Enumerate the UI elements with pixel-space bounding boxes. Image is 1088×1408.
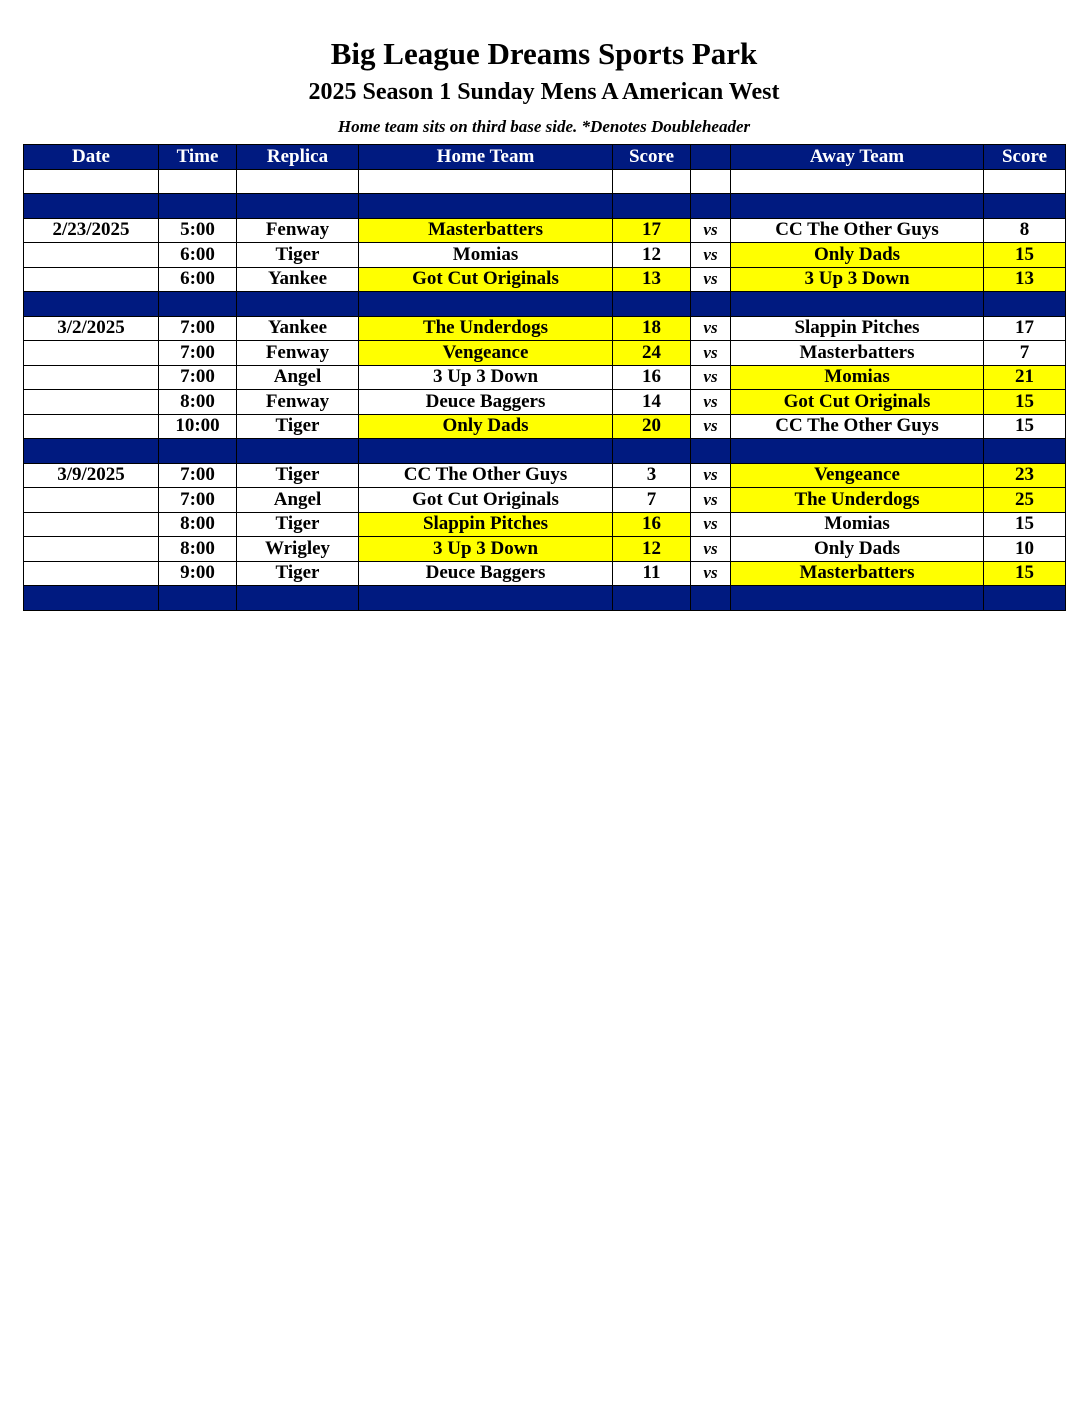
col-header-vs	[691, 145, 731, 170]
cell-replica: Fenway	[237, 341, 359, 366]
divider-cell	[984, 194, 1066, 219]
cell-away: Masterbatters	[731, 561, 984, 586]
cell-vs: vs	[691, 243, 731, 268]
cell-replica: Tiger	[237, 243, 359, 268]
divider-cell	[691, 439, 731, 464]
section-divider-row	[24, 586, 1066, 611]
cell-replica: Tiger	[237, 414, 359, 439]
cell-away-score: 15	[984, 561, 1066, 586]
cell-home: 3 Up 3 Down	[359, 365, 613, 390]
cell-home: Deuce Baggers	[359, 561, 613, 586]
blank-cell	[613, 169, 691, 194]
cell-date	[24, 488, 159, 513]
divider-cell	[24, 439, 159, 464]
blank-cell	[359, 169, 613, 194]
cell-away-score: 15	[984, 512, 1066, 537]
divider-cell	[237, 292, 359, 317]
blank-cell	[24, 169, 159, 194]
divider-cell	[613, 292, 691, 317]
cell-away: The Underdogs	[731, 488, 984, 513]
cell-away: Momias	[731, 365, 984, 390]
col-header-date: Date	[24, 145, 159, 170]
divider-cell	[731, 586, 984, 611]
cell-home: Only Dads	[359, 414, 613, 439]
divider-cell	[613, 194, 691, 219]
section-divider-row	[24, 292, 1066, 317]
divider-cell	[24, 292, 159, 317]
cell-home: Deuce Baggers	[359, 390, 613, 415]
cell-time: 8:00	[159, 512, 237, 537]
cell-date: 2/23/2025	[24, 218, 159, 243]
cell-away-score: 8	[984, 218, 1066, 243]
cell-vs: vs	[691, 218, 731, 243]
cell-home: Vengeance	[359, 341, 613, 366]
cell-time: 6:00	[159, 243, 237, 268]
cell-home-score: 13	[613, 267, 691, 292]
cell-date	[24, 243, 159, 268]
divider-cell	[731, 194, 984, 219]
cell-vs: vs	[691, 512, 731, 537]
col-header-replica: Replica	[237, 145, 359, 170]
divider-cell	[359, 586, 613, 611]
cell-away-score: 7	[984, 341, 1066, 366]
cell-replica: Wrigley	[237, 537, 359, 562]
cell-vs: vs	[691, 488, 731, 513]
divider-cell	[237, 439, 359, 464]
divider-cell	[159, 292, 237, 317]
section-divider-row	[24, 194, 1066, 219]
cell-replica: Angel	[237, 488, 359, 513]
col-header-home-team: Home Team	[359, 145, 613, 170]
divider-cell	[359, 439, 613, 464]
cell-away: Masterbatters	[731, 341, 984, 366]
cell-home: Masterbatters	[359, 218, 613, 243]
cell-home: 3 Up 3 Down	[359, 537, 613, 562]
cell-away-score: 17	[984, 316, 1066, 341]
game-row	[24, 414, 1066, 439]
cell-time: 8:00	[159, 537, 237, 562]
game-row	[24, 341, 1066, 366]
cell-time: 8:00	[159, 390, 237, 415]
cell-date	[24, 414, 159, 439]
cell-replica: Tiger	[237, 561, 359, 586]
cell-vs: vs	[691, 267, 731, 292]
divider-cell	[359, 194, 613, 219]
cell-replica: Angel	[237, 365, 359, 390]
blank-cell	[691, 169, 731, 194]
cell-home-score: 17	[613, 218, 691, 243]
cell-vs: vs	[691, 414, 731, 439]
cell-vs: vs	[691, 390, 731, 415]
cell-vs: vs	[691, 463, 731, 488]
game-row	[24, 512, 1066, 537]
cell-home-score: 16	[613, 365, 691, 390]
cell-replica: Tiger	[237, 463, 359, 488]
cell-replica: Yankee	[237, 267, 359, 292]
cell-home: Got Cut Originals	[359, 267, 613, 292]
cell-date	[24, 537, 159, 562]
col-header-time: Time	[159, 145, 237, 170]
divider-cell	[613, 586, 691, 611]
cell-away: 3 Up 3 Down	[731, 267, 984, 292]
cell-date: 3/2/2025	[24, 316, 159, 341]
game-row	[24, 561, 1066, 586]
cell-time: 7:00	[159, 316, 237, 341]
cell-home-score: 12	[613, 537, 691, 562]
cell-vs: vs	[691, 561, 731, 586]
cell-away-score: 15	[984, 243, 1066, 268]
cell-replica: Fenway	[237, 218, 359, 243]
game-row	[24, 365, 1066, 390]
cell-home: Got Cut Originals	[359, 488, 613, 513]
blank-cell	[159, 169, 237, 194]
cell-home-score: 3	[613, 463, 691, 488]
cell-away-score: 13	[984, 267, 1066, 292]
table-header-row	[24, 145, 1066, 170]
col-header-home-score: Score	[613, 145, 691, 170]
cell-home-score: 7	[613, 488, 691, 513]
cell-away: Slappin Pitches	[731, 316, 984, 341]
page-subtitle: 2025 Season 1 Sunday Mens A American West	[308, 79, 780, 105]
cell-time: 10:00	[159, 414, 237, 439]
game-row	[24, 463, 1066, 488]
divider-cell	[24, 194, 159, 219]
game-row	[24, 390, 1066, 415]
divider-cell	[159, 586, 237, 611]
cell-home-score: 12	[613, 243, 691, 268]
game-row	[24, 267, 1066, 292]
schedule-table	[23, 144, 1066, 611]
cell-replica: Tiger	[237, 512, 359, 537]
divider-cell	[24, 586, 159, 611]
cell-date	[24, 267, 159, 292]
cell-date	[24, 390, 159, 415]
cell-home-score: 14	[613, 390, 691, 415]
schedule-note: Home team sits on third base side. *Denotes Doubleheader	[337, 117, 751, 136]
game-row	[24, 537, 1066, 562]
cell-home-score: 11	[613, 561, 691, 586]
cell-home: Slappin Pitches	[359, 512, 613, 537]
cell-time: 5:00	[159, 218, 237, 243]
cell-away: Vengeance	[731, 463, 984, 488]
cell-time: 7:00	[159, 365, 237, 390]
game-row	[24, 243, 1066, 268]
divider-cell	[359, 292, 613, 317]
cell-replica: Yankee	[237, 316, 359, 341]
cell-home: CC The Other Guys	[359, 463, 613, 488]
cell-time: 9:00	[159, 561, 237, 586]
cell-away: Momias	[731, 512, 984, 537]
divider-cell	[984, 439, 1066, 464]
divider-cell	[691, 292, 731, 317]
cell-date	[24, 512, 159, 537]
cell-home: The Underdogs	[359, 316, 613, 341]
divider-cell	[159, 439, 237, 464]
cell-away-score: 15	[984, 390, 1066, 415]
col-header-away-team: Away Team	[731, 145, 984, 170]
cell-vs: vs	[691, 537, 731, 562]
cell-time: 7:00	[159, 341, 237, 366]
cell-away: Got Cut Originals	[731, 390, 984, 415]
cell-date	[24, 561, 159, 586]
cell-away: Only Dads	[731, 243, 984, 268]
cell-away: CC The Other Guys	[731, 218, 984, 243]
divider-cell	[237, 586, 359, 611]
blank-cell	[984, 169, 1066, 194]
cell-home: Momias	[359, 243, 613, 268]
cell-time: 7:00	[159, 488, 237, 513]
divider-cell	[237, 194, 359, 219]
divider-cell	[691, 194, 731, 219]
cell-away-score: 23	[984, 463, 1066, 488]
schedule-body	[24, 169, 1066, 610]
blank-cell	[237, 169, 359, 194]
blank-row	[24, 169, 1066, 194]
divider-cell	[159, 194, 237, 219]
cell-time: 6:00	[159, 267, 237, 292]
cell-replica: Fenway	[237, 390, 359, 415]
col-header-away-score: Score	[984, 145, 1066, 170]
game-row	[24, 218, 1066, 243]
cell-away-score: 15	[984, 414, 1066, 439]
game-row	[24, 488, 1066, 513]
cell-away-score: 25	[984, 488, 1066, 513]
divider-cell	[691, 586, 731, 611]
cell-vs: vs	[691, 365, 731, 390]
blank-cell	[731, 169, 984, 194]
cell-vs: vs	[691, 341, 731, 366]
cell-home-score: 20	[613, 414, 691, 439]
divider-cell	[984, 292, 1066, 317]
divider-cell	[984, 586, 1066, 611]
cell-date	[24, 365, 159, 390]
cell-home-score: 18	[613, 316, 691, 341]
divider-cell	[731, 292, 984, 317]
cell-vs: vs	[691, 316, 731, 341]
cell-date: 3/9/2025	[24, 463, 159, 488]
cell-away: CC The Other Guys	[731, 414, 984, 439]
cell-time: 7:00	[159, 463, 237, 488]
divider-cell	[731, 439, 984, 464]
game-row	[24, 316, 1066, 341]
cell-home-score: 16	[613, 512, 691, 537]
cell-date	[24, 341, 159, 366]
cell-home-score: 24	[613, 341, 691, 366]
cell-away: Only Dads	[731, 537, 984, 562]
page-title: Big League Dreams Sports Park	[330, 36, 758, 71]
cell-away-score: 21	[984, 365, 1066, 390]
section-divider-row	[24, 439, 1066, 464]
divider-cell	[613, 439, 691, 464]
cell-away-score: 10	[984, 537, 1066, 562]
